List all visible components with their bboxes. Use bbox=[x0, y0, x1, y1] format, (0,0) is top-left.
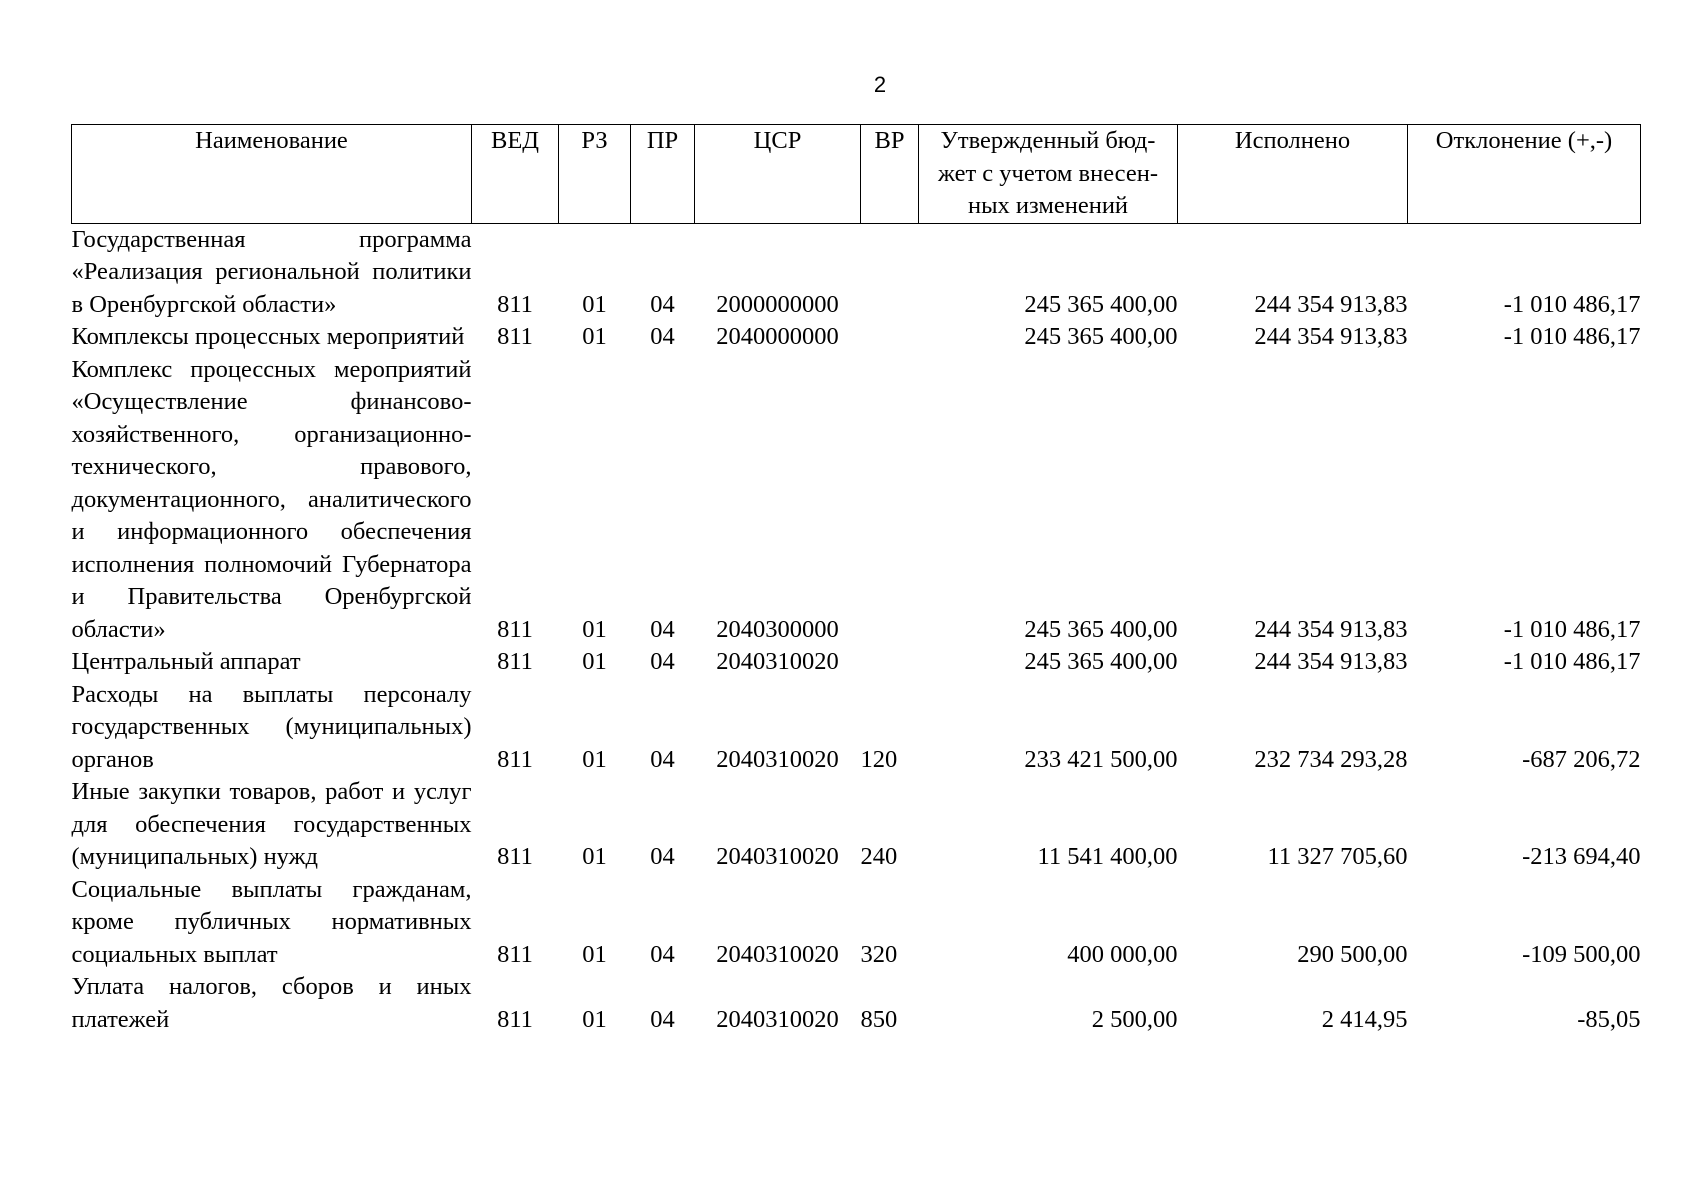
budget-execution-table bbox=[71, 124, 1641, 1036]
row-approved-budget: 11 541 400,00 bbox=[1037, 843, 1178, 870]
row-ved: 811 bbox=[497, 940, 533, 968]
row-ved: 811 bbox=[497, 290, 533, 318]
table-row bbox=[72, 321, 1641, 354]
row-deviation: -1 010 486,17 bbox=[1503, 615, 1641, 643]
row-deviation: -85,05 bbox=[1577, 1005, 1641, 1033]
row-approved-budget: 245 365 400,00 bbox=[1024, 648, 1178, 675]
row-ved: 811 bbox=[497, 745, 533, 773]
header-approved-budget-line-2: жет с учетом внесен- bbox=[937, 159, 1159, 187]
row-csr: 2040000000 bbox=[716, 323, 839, 350]
row-pr: 04 bbox=[650, 648, 675, 675]
row-rz: 01 bbox=[582, 745, 607, 773]
row-vr bbox=[861, 354, 919, 647]
row-executed: 244 354 913,83 bbox=[1254, 648, 1408, 675]
row-name: Социальные выплаты гражданам, кроме публичных нормативных социальных выплат bbox=[71, 875, 472, 968]
row-pr: 04 bbox=[650, 843, 675, 870]
row-ved: 811 bbox=[497, 323, 533, 350]
table-row bbox=[72, 776, 1641, 874]
row-name: Комплекс процессных мероприятий «Осуществление финансово-хозяйственного, организационно-технического, правового, документационного, аналитического и информационного обеспечения исполнения полномочий Губернатора и Правительства Оренбургской области» bbox=[71, 355, 472, 643]
row-rz: 01 bbox=[582, 290, 607, 318]
row-name: Уплата налогов, сборов и иных платежей bbox=[71, 973, 472, 1033]
header-rz: РЗ bbox=[559, 125, 631, 224]
row-name: Центральный аппарат bbox=[71, 648, 301, 675]
row-deviation: -1 010 486,17 bbox=[1503, 648, 1641, 675]
row-name: Расходы на выплаты персоналу государственных (муниципальных) органов bbox=[71, 680, 472, 773]
row-name: Иные закупки товаров, работ и услуг для обеспечения государственных (муниципальных) нужд bbox=[71, 778, 472, 870]
row-executed: 232 734 293,28 bbox=[1254, 745, 1408, 773]
row-approved-budget: 245 365 400,00 bbox=[1024, 615, 1178, 643]
row-pr: 04 bbox=[650, 290, 675, 318]
table-row bbox=[72, 646, 1641, 679]
row-vr bbox=[861, 223, 919, 321]
header-executed: Исполнено bbox=[1178, 125, 1408, 224]
page-number: 2 bbox=[873, 72, 887, 97]
row-rz: 01 bbox=[582, 940, 607, 968]
header-ved: ВЕД bbox=[472, 125, 559, 224]
row-vr: 120 bbox=[860, 745, 898, 773]
header-name: Наименование bbox=[72, 125, 472, 224]
row-vr: 320 bbox=[860, 940, 898, 968]
row-pr: 04 bbox=[650, 940, 675, 968]
row-approved-budget: 2 500,00 bbox=[1091, 1005, 1178, 1033]
row-executed: 244 354 913,83 bbox=[1254, 323, 1408, 350]
row-pr: 04 bbox=[650, 1005, 675, 1033]
header-approved-budget-line-1: Утвержденный бюд- bbox=[940, 127, 1156, 154]
header-pr: ПР bbox=[631, 125, 695, 224]
header-approved-budget bbox=[919, 125, 1178, 224]
header-deviation: Отклонение (+,-) bbox=[1408, 125, 1641, 224]
row-approved-budget: 245 365 400,00 bbox=[1024, 290, 1178, 318]
row-approved-budget: 245 365 400,00 bbox=[1024, 323, 1178, 350]
row-deviation: -109 500,00 bbox=[1522, 940, 1641, 968]
table-row bbox=[72, 874, 1641, 972]
row-approved-budget: 400 000,00 bbox=[1067, 940, 1178, 968]
table-body bbox=[72, 223, 1641, 1036]
row-pr: 04 bbox=[650, 745, 675, 773]
row-name: Государственная программа «Реализация региональной политики в Оренбургской области» bbox=[71, 225, 472, 318]
row-vr bbox=[861, 646, 919, 679]
row-csr: 2040310020 bbox=[716, 1005, 839, 1033]
row-pr: 04 bbox=[650, 615, 675, 643]
row-csr: 2040310020 bbox=[716, 940, 839, 968]
row-csr: 2040300000 bbox=[716, 615, 839, 643]
row-vr: 240 bbox=[860, 843, 898, 870]
row-rz: 01 bbox=[582, 648, 607, 675]
row-rz: 01 bbox=[582, 843, 607, 870]
row-csr: 2040310020 bbox=[716, 648, 839, 675]
table-row bbox=[72, 971, 1641, 1036]
row-name: Комплексы процессных мероприятий bbox=[71, 323, 465, 350]
row-approved-budget: 233 421 500,00 bbox=[1024, 745, 1178, 773]
table-row bbox=[72, 679, 1641, 777]
row-pr: 04 bbox=[650, 323, 675, 350]
header-vr: ВР bbox=[861, 125, 919, 224]
header-csr: ЦСР bbox=[695, 125, 861, 224]
row-executed: 2 414,95 bbox=[1321, 1005, 1408, 1033]
row-ved: 811 bbox=[497, 1005, 533, 1033]
row-deviation: -213 694,40 bbox=[1522, 843, 1641, 870]
row-executed: 11 327 705,60 bbox=[1267, 843, 1408, 870]
table-row bbox=[72, 354, 1641, 647]
row-ved: 811 bbox=[497, 615, 533, 643]
header-approved-budget-line-3: ных изменений bbox=[967, 192, 1129, 219]
row-vr bbox=[861, 321, 919, 354]
row-ved: 811 bbox=[497, 843, 533, 870]
row-vr: 850 bbox=[860, 1005, 898, 1033]
row-csr: 2000000000 bbox=[716, 290, 839, 318]
row-executed: 290 500,00 bbox=[1297, 940, 1408, 968]
table-row bbox=[72, 223, 1641, 321]
row-ved: 811 bbox=[497, 648, 533, 675]
row-rz: 01 bbox=[582, 615, 607, 643]
row-executed: 244 354 913,83 bbox=[1254, 615, 1408, 643]
row-executed: 244 354 913,83 bbox=[1254, 290, 1408, 318]
row-csr: 2040310020 bbox=[716, 843, 839, 870]
row-deviation: -1 010 486,17 bbox=[1503, 290, 1641, 318]
row-rz: 01 bbox=[582, 323, 607, 350]
row-deviation: -687 206,72 bbox=[1522, 745, 1641, 773]
row-deviation: -1 010 486,17 bbox=[1503, 323, 1641, 350]
table-header bbox=[72, 125, 1641, 224]
row-rz: 01 bbox=[582, 1005, 607, 1033]
row-csr: 2040310020 bbox=[716, 745, 839, 773]
